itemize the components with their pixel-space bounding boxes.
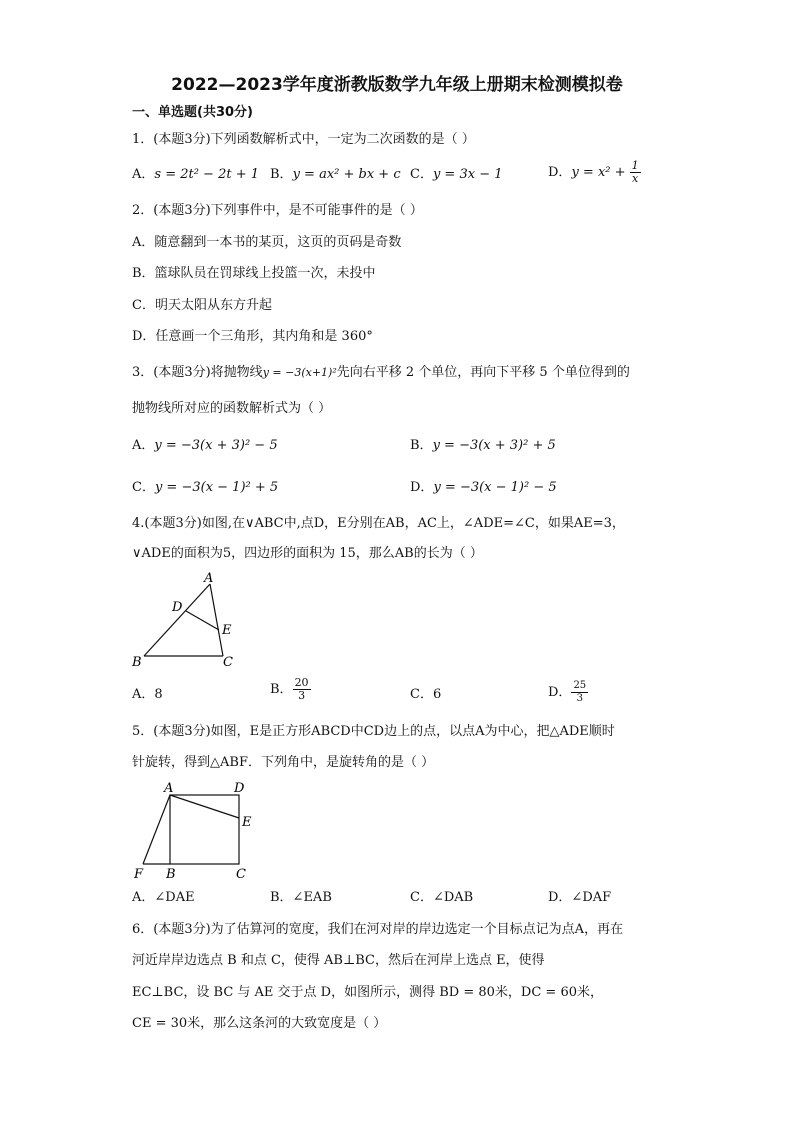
q2-option-b: B．篮球队员在罚球线上投篮一次，未投中 xyxy=(132,266,376,281)
q5-segment-ae xyxy=(170,795,239,818)
q4-option-b: B． $\frac{20}{3}$ xyxy=(270,676,309,702)
q5-label-c: C xyxy=(236,867,246,882)
q5-option-b: B．∠EAB xyxy=(270,890,332,905)
q2-option-a: A．随意翻到一本书的某页，这页的页码是奇数 xyxy=(132,235,402,250)
q1-option-b: B．y = ax² + bx + c xyxy=(270,167,401,182)
q1-stem: 1．(本题3分)下列函数解析式中，一定为二次函数的是（ ） xyxy=(132,132,475,147)
q5-label-d: D xyxy=(234,781,245,796)
q1-d-fraction: $\frac{1}{x}$ xyxy=(631,159,639,185)
q4-option-d: D． $\frac{25}{3}$ xyxy=(548,680,587,704)
q1-option-c: C．y = 3x − 1 xyxy=(410,167,503,182)
q5-option-d: D．∠DAF xyxy=(548,890,612,905)
q5-label-b: B xyxy=(166,867,176,882)
q4-stem-line2: ∨ADE的面积为5，四边形的面积为 15，那么AB的长为（ ） xyxy=(132,546,483,561)
q5-option-c: C．∠DAB xyxy=(410,890,474,905)
q3-option-d: D．y = −3(x − 1)² − 5 xyxy=(410,480,557,495)
q3-stem-line1: 3．(本题3分)将抛物线y = −3(x+1)²先向右平移 2 个单位，再向下平移 5 个单位得到的 xyxy=(132,365,630,380)
q6-line4: CE = 30米，那么这条河的大致宽度是（ ） xyxy=(132,1016,387,1031)
q4-d-fraction: $\frac{25}{3}$ xyxy=(573,680,587,704)
q3-option-b: B．y = −3(x + 3)² + 5 xyxy=(410,438,556,453)
q4-label-e: E xyxy=(222,623,232,638)
section-heading: 一、单选题(共30分) xyxy=(132,105,253,120)
q5-label-e: E xyxy=(242,815,252,830)
q4-stem-line1: 4.(本题3分)如图,在∨ABC中,点D，E分别在AB，AC上，∠ADE=∠C，如果AE=3， xyxy=(132,516,625,531)
q5-label-a: A xyxy=(164,781,174,796)
q4-option-c: C．6 xyxy=(410,687,442,702)
q4-b-fraction: $\frac{20}{3}$ xyxy=(294,676,309,702)
q3-option-c: C．y = −3(x − 1)² + 5 xyxy=(132,480,279,495)
q5-option-a: A．∠DAE xyxy=(132,890,195,905)
q6-line1: 6．(本题3分)为了估算河的宽度，我们在河对岸的岸边选定一个目标点记为点A，再在 xyxy=(132,922,624,937)
q2-option-d: D．任意画一个三角形，其内角和是 360° xyxy=(132,329,373,344)
q2-stem: 2．(本题3分)下列事件中，是不可能事件的是（ ） xyxy=(132,203,423,218)
q4-label-c: C xyxy=(223,655,233,670)
q5-label-f: F xyxy=(134,867,144,882)
q3-option-a: A．y = −3(x + 3)² − 5 xyxy=(132,438,278,453)
q5-square-figure xyxy=(128,778,258,884)
q6-line3: EC⊥BC，设 BC 与 AE 交于点 D，如图所示，测得 BD = 80米，DC = 60米， xyxy=(132,985,603,1000)
q4-side-ac xyxy=(210,584,223,656)
q1-option-d: D．y = x² + $\frac{1}{x}$ xyxy=(548,159,639,185)
q5-segment-af xyxy=(143,795,170,864)
q5-stem-line2: 针旋转，得到△ABF．下列角中，是旋转角的是（ ） xyxy=(132,755,435,770)
q6-line2: 河近岸岸边选点 B 和点 C，使得 AB⊥BC，然后在河岸上选点 E，使得 xyxy=(132,953,545,968)
q5-square-abcd xyxy=(170,795,239,864)
exam-title: 2022—2023学年度浙教版数学九年级上册期末检测模拟卷 xyxy=(171,75,623,95)
q1-option-a: A．s = 2t² − 2t + 1 xyxy=(132,167,260,182)
q4-label-a: A xyxy=(204,571,214,586)
q5-stem-line1: 5．(本题3分)如图，E是正方形ABCD中CD边上的点，以点A为中心，把△ADE顺时 xyxy=(132,724,615,739)
q4-label-d: D xyxy=(172,600,183,615)
q3-stem-line2: 抛物线所对应的函数解析式为（ ） xyxy=(132,401,332,416)
q4-option-a: A．8 xyxy=(132,687,163,702)
q4-segment-de xyxy=(186,611,219,630)
q2-option-c: C．明天太阳从东方升起 xyxy=(132,298,272,313)
q4-triangle-figure xyxy=(125,568,250,673)
q4-label-b: B xyxy=(132,655,142,670)
q4-side-ab xyxy=(144,584,210,656)
